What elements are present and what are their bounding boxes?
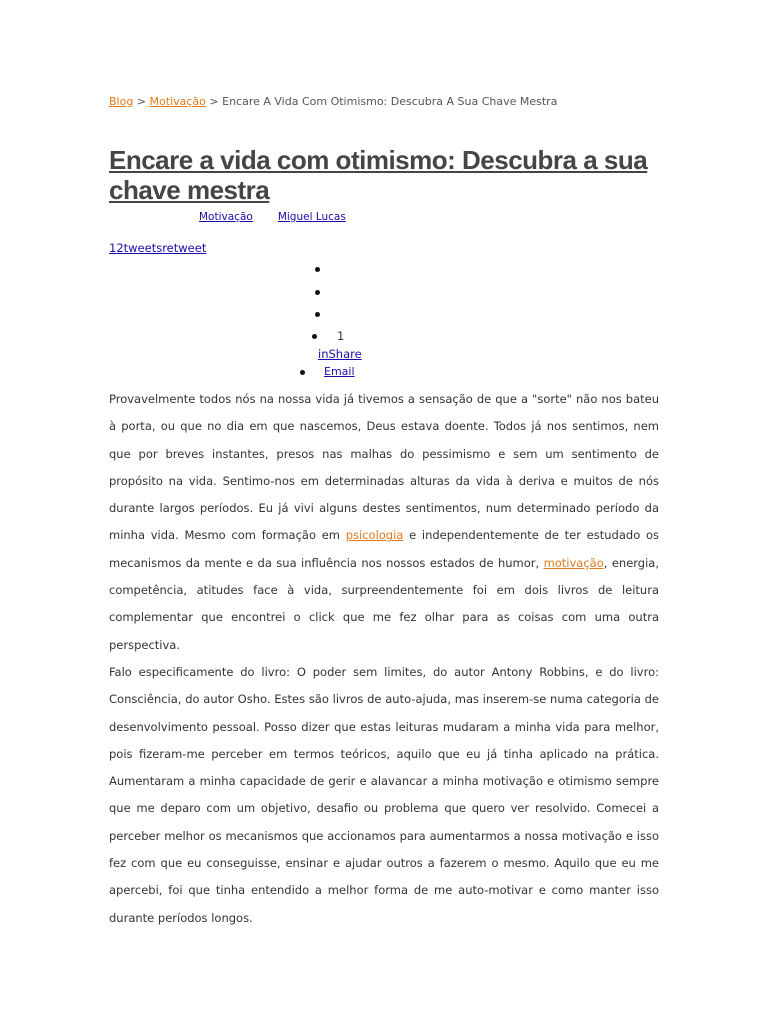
breadcrumb-separator: > [205,95,223,108]
breadcrumb-separator: > [133,95,150,108]
paragraph-text: , energia, competência, atitudes face à vida, surpreendentemente foi em dois livros de leitura complementar que encontrei o click que me fez olhar para as coisas com uma outra perspectiva. [109,555,659,652]
article-meta [199,211,346,223]
email-share-link[interactable]: Email [324,365,355,378]
breadcrumb-blog-link[interactable]: Blog [109,95,134,108]
paragraph-text: e independentemente de ter estudado os mecanismos da mente e da sua influência nos nossos estados de humor, [109,528,659,570]
tweet-count-link[interactable]: 12tweetsretweet [109,241,207,255]
article-paragraph [109,386,659,659]
breadcrumb [109,95,557,108]
share-count: 1 [337,329,345,343]
breadcrumb-current: Encare A Vida Com Otimismo: Descubra A Sua Chave Mestra [222,95,558,108]
share-item-bullet [315,290,320,295]
psicologia-link[interactable]: psicologia [345,528,404,543]
article-paragraph: Falo especificamente do livro: O poder sem limites, do autor Antony Robbins, e do livro: Consciência, do autor Osho. Estes são livros de auto-ajuda, mas inserem-se numa categoria de desenvolvimento pessoal. Posso dizer que estas leituras mudaram a minha vida para melhor, pois fizeram-me perceber em termos teóricos, aquilo que eu já tinha aplicado na prática. Aumentaram a minha capacidade de gerir e alavancar a minha motivação e otimismo sempre que me deparo com um objetivo, desafio ou problema que quero ver resolvido. Comecei a perceber melhor os mecanismos que accionamos para aumentarmos a nossa motivação e isso fez com que eu conseguisse, ensinar e ajudar outros a fazerem o mesmo. Aquilo que eu me apercebi, foi que tinha entendido a melhor forma de me auto-motivar e como manter isso durante períodos longos. [109,664,659,925]
motivacao-link[interactable]: motivação [543,555,604,570]
category-link[interactable]: Motivação [199,211,253,223]
linkedin-share-button[interactable]: inShare [318,347,362,361]
share-item-bullet [300,370,305,375]
page-title[interactable]: Encare a vida com otimismo: Descubra a sua chave mestra [109,145,648,205]
paragraph-text: Provavelmente todos nós na nossa vida já tivemos a sensação de que a "sorte" não nos bateu à porta, ou que no dia em que nascemos, Deus estava doente. Todos já nos sentimos, nem que por breves instantes, presos nas malhas do pessimismo e sem um sentimento de propósito na vida. Sentimo-nos em determinadas alturas da vida à deriva e muitos de nós durante largos períodos. Eu já vivi alguns destes sentimentos, num determinado período da minha vida. Mesmo com formação em [109,392,659,543]
breadcrumb-category-link[interactable]: Motivação [149,95,206,108]
author-link[interactable]: Miguel Lucas [277,211,346,223]
share-item-bullet [315,312,320,317]
article-body [109,386,659,932]
share-item-bullet [315,267,320,272]
share-item-bullet [312,334,317,339]
